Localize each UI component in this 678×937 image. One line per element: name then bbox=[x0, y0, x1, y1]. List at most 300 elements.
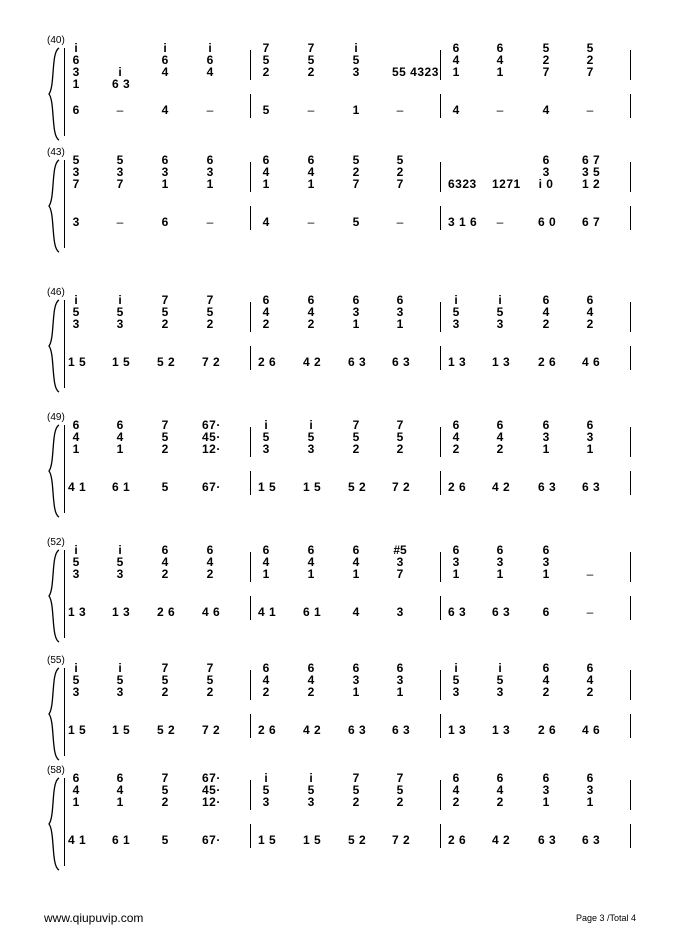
treble-note: 3 bbox=[206, 165, 214, 179]
barline-lower bbox=[250, 94, 251, 118]
treble-note: 6 bbox=[262, 293, 270, 307]
treble-note: 1 bbox=[161, 177, 169, 191]
treble-note: 3 bbox=[262, 442, 270, 456]
treble-note: 3 bbox=[586, 783, 594, 797]
bass-note: 4 bbox=[262, 215, 270, 229]
treble-note: 6 bbox=[542, 293, 550, 307]
treble-note: 5 bbox=[116, 305, 124, 319]
bass-note: 1 3 bbox=[448, 723, 467, 737]
treble-note: 5 bbox=[307, 783, 315, 797]
treble-note: 7 bbox=[542, 65, 550, 79]
treble-note: 5 bbox=[452, 673, 460, 687]
barline-lower bbox=[630, 824, 631, 848]
barline-lower bbox=[250, 206, 251, 230]
treble-note: 5 bbox=[496, 673, 504, 687]
treble-note: 6 bbox=[72, 771, 80, 785]
treble-note: 2 bbox=[586, 685, 594, 699]
treble-note: 1271 bbox=[492, 177, 521, 191]
barline-lower bbox=[630, 714, 631, 738]
bass-note: 1 5 bbox=[112, 723, 131, 737]
treble-note: 2 bbox=[161, 567, 169, 581]
treble-note: 7 bbox=[586, 65, 594, 79]
site-url: www.qiupuvip.com bbox=[44, 911, 144, 925]
bass-note: 6 3 bbox=[582, 480, 601, 494]
treble-note: 4 bbox=[206, 555, 214, 569]
barline-upper bbox=[630, 427, 631, 457]
treble-note: 1 bbox=[262, 177, 270, 191]
measure-number: (52) bbox=[47, 537, 65, 548]
bass-note: 1 5 bbox=[68, 723, 87, 737]
bass-note: 1 5 bbox=[68, 355, 87, 369]
bass-note: 1 5 bbox=[112, 355, 131, 369]
treble-note: 1 bbox=[352, 567, 360, 581]
treble-note: 6 bbox=[542, 418, 550, 432]
treble-note: 1 bbox=[496, 65, 504, 79]
bass-note: 6 3 bbox=[392, 723, 411, 737]
barline-upper bbox=[440, 302, 441, 332]
treble-note: 4 bbox=[72, 430, 80, 444]
treble-note: 7 bbox=[396, 177, 404, 191]
treble-note: 3 bbox=[452, 685, 460, 699]
bass-note: 1 5 bbox=[258, 833, 277, 847]
treble-note: 4 bbox=[586, 305, 594, 319]
bass-note: 6 3 bbox=[492, 605, 511, 619]
barline-lower bbox=[630, 596, 631, 620]
barline-lower bbox=[250, 471, 251, 495]
treble-note: 7 bbox=[72, 177, 80, 191]
treble-note: 5 bbox=[396, 153, 404, 167]
bass-note: – bbox=[206, 215, 214, 229]
treble-note: 5 bbox=[352, 783, 360, 797]
bass-note: 6 bbox=[72, 103, 80, 117]
measure-number: (46) bbox=[47, 287, 65, 298]
bass-note: 4 2 bbox=[303, 355, 322, 369]
treble-note: 4 bbox=[452, 430, 460, 444]
treble-note: 4 bbox=[262, 673, 270, 687]
treble-note: 1 bbox=[116, 795, 124, 809]
grand-staff-brace bbox=[47, 298, 61, 394]
measure-number: (49) bbox=[47, 412, 65, 423]
barline-lower bbox=[440, 471, 441, 495]
barline-upper bbox=[250, 780, 251, 810]
treble-note: 6 bbox=[262, 153, 270, 167]
bass-note: 6 0 bbox=[538, 215, 557, 229]
bass-note: – bbox=[586, 605, 594, 619]
bass-note: 6 bbox=[161, 215, 169, 229]
bass-note: 7 2 bbox=[392, 480, 411, 494]
treble-note: 3 bbox=[72, 165, 80, 179]
treble-note: 7 bbox=[161, 418, 169, 432]
treble-note: 4 bbox=[307, 555, 315, 569]
treble-note: 5 bbox=[161, 783, 169, 797]
treble-note: 5 bbox=[307, 53, 315, 67]
treble-note: 2 bbox=[161, 442, 169, 456]
treble-note: 2 bbox=[262, 317, 270, 331]
treble-note: 6323 bbox=[448, 177, 477, 191]
treble-note: 6 bbox=[496, 418, 504, 432]
treble-note: 67· bbox=[202, 771, 221, 785]
treble-note: 2 bbox=[307, 65, 315, 79]
treble-note: i bbox=[74, 661, 78, 675]
measure-number: (40) bbox=[47, 35, 65, 46]
bass-note: 6 1 bbox=[303, 605, 322, 619]
treble-note: i bbox=[309, 771, 313, 785]
grand-staff-brace bbox=[47, 548, 61, 644]
treble-note: 4 bbox=[307, 673, 315, 687]
grand-staff-brace bbox=[47, 666, 61, 762]
bass-note: 4 6 bbox=[202, 605, 221, 619]
system-barline-left bbox=[64, 300, 65, 388]
measure-number: (43) bbox=[47, 147, 65, 158]
treble-note: 3 bbox=[542, 430, 550, 444]
system-barline-left bbox=[64, 550, 65, 638]
barline-upper bbox=[630, 50, 631, 80]
barline-upper bbox=[630, 552, 631, 582]
treble-note: 4 bbox=[116, 430, 124, 444]
bass-note: 1 3 bbox=[448, 355, 467, 369]
bass-note: 5 2 bbox=[157, 723, 176, 737]
treble-note: 3 bbox=[116, 165, 124, 179]
bass-note: – bbox=[206, 103, 214, 117]
bass-note: 67· bbox=[202, 833, 221, 847]
treble-note: 5 bbox=[206, 305, 214, 319]
bass-note: 5 bbox=[161, 833, 169, 847]
treble-note: 2 bbox=[206, 567, 214, 581]
bass-note: 3 bbox=[396, 605, 404, 619]
treble-note: 6 bbox=[262, 661, 270, 675]
page-indicator: Page 3 /Total 4 bbox=[575, 913, 636, 923]
treble-note: 2 bbox=[307, 317, 315, 331]
treble-note: i 0 bbox=[538, 177, 554, 191]
treble-note: 6 bbox=[586, 418, 594, 432]
treble-note: 6 bbox=[206, 543, 214, 557]
treble-note: 3 bbox=[496, 555, 504, 569]
treble-note: i bbox=[354, 41, 358, 55]
bass-note: 4 2 bbox=[492, 480, 511, 494]
treble-note: 2 bbox=[307, 685, 315, 699]
treble-note: 3 bbox=[307, 442, 315, 456]
bass-note: 6 3 bbox=[448, 605, 467, 619]
system-barline-left bbox=[64, 778, 65, 866]
barline-upper bbox=[440, 780, 441, 810]
treble-note: 7 bbox=[116, 177, 124, 191]
treble-note: 4 bbox=[452, 783, 460, 797]
bass-note: 2 6 bbox=[448, 480, 467, 494]
treble-note: 7 bbox=[352, 177, 360, 191]
grand-staff-brace bbox=[47, 158, 61, 254]
barline-lower bbox=[630, 471, 631, 495]
treble-note: 7 bbox=[161, 293, 169, 307]
treble-note: 2 bbox=[452, 442, 460, 456]
treble-note: 1 bbox=[72, 77, 80, 91]
treble-note: 2 bbox=[352, 165, 360, 179]
treble-note: 5 bbox=[352, 153, 360, 167]
treble-note: 7 bbox=[396, 567, 404, 581]
treble-note: 5 bbox=[262, 430, 270, 444]
treble-note: 12· bbox=[202, 795, 221, 809]
bass-note: 1 3 bbox=[68, 605, 87, 619]
treble-note: i bbox=[498, 661, 502, 675]
treble-note: 6 bbox=[452, 771, 460, 785]
treble-note: 5 bbox=[116, 555, 124, 569]
treble-note: i bbox=[163, 41, 167, 55]
treble-note: 3 bbox=[262, 795, 270, 809]
treble-note: 1 bbox=[496, 567, 504, 581]
treble-note: 5 bbox=[452, 305, 460, 319]
treble-note: 3 bbox=[352, 673, 360, 687]
bass-note: 7 2 bbox=[202, 355, 221, 369]
bass-note: 6 1 bbox=[112, 833, 131, 847]
barline-upper bbox=[440, 162, 441, 192]
treble-note: 1 bbox=[542, 442, 550, 456]
barline-upper bbox=[630, 780, 631, 810]
bass-note: 6 7 bbox=[582, 215, 601, 229]
bass-note: 4 1 bbox=[68, 480, 87, 494]
bass-note: 7 2 bbox=[392, 833, 411, 847]
treble-note: 1 bbox=[396, 317, 404, 331]
system-barline-left bbox=[64, 425, 65, 513]
barline-lower bbox=[440, 824, 441, 848]
bass-note: 5 bbox=[352, 215, 360, 229]
treble-note: 6 7 bbox=[582, 153, 601, 167]
treble-note: 5 bbox=[586, 41, 594, 55]
barline-lower bbox=[630, 94, 631, 118]
treble-note: 3 bbox=[307, 795, 315, 809]
treble-note: 6 bbox=[496, 41, 504, 55]
bass-note: 2 6 bbox=[448, 833, 467, 847]
treble-note: 6 bbox=[116, 418, 124, 432]
treble-note: 3 bbox=[496, 685, 504, 699]
treble-note: 1 bbox=[352, 685, 360, 699]
treble-note: 6 bbox=[307, 293, 315, 307]
treble-note: 1 bbox=[352, 317, 360, 331]
treble-note: 2 bbox=[396, 442, 404, 456]
bass-note: 1 bbox=[352, 103, 360, 117]
treble-note: 1 bbox=[72, 442, 80, 456]
treble-note: i bbox=[208, 41, 212, 55]
bass-note: 4 1 bbox=[68, 833, 87, 847]
treble-note: 3 bbox=[352, 65, 360, 79]
barline-upper bbox=[440, 50, 441, 80]
barline-upper bbox=[630, 302, 631, 332]
treble-note: 5 bbox=[161, 305, 169, 319]
treble-note: 4 bbox=[262, 165, 270, 179]
bass-note: 1 5 bbox=[303, 833, 322, 847]
bass-note: – bbox=[396, 103, 404, 117]
treble-note: 2 bbox=[452, 795, 460, 809]
treble-note: 2 bbox=[542, 53, 550, 67]
barline-lower bbox=[440, 94, 441, 118]
treble-note: 5 bbox=[72, 555, 80, 569]
bass-note: 1 3 bbox=[112, 605, 131, 619]
treble-note: 1 bbox=[307, 567, 315, 581]
treble-note: 5 bbox=[206, 673, 214, 687]
treble-note: i bbox=[498, 293, 502, 307]
treble-note: 3 bbox=[452, 317, 460, 331]
grand-staff-brace bbox=[47, 776, 61, 872]
bass-note: 6 3 bbox=[538, 480, 557, 494]
treble-note: 6 bbox=[586, 771, 594, 785]
treble-note: 5 bbox=[396, 430, 404, 444]
measure-number: (55) bbox=[47, 655, 65, 666]
treble-note: 5 bbox=[396, 783, 404, 797]
treble-note: 3 bbox=[72, 685, 80, 699]
treble-note: 2 bbox=[206, 685, 214, 699]
treble-note: 6 bbox=[307, 543, 315, 557]
treble-note: 7 bbox=[206, 661, 214, 675]
treble-note: 67· bbox=[202, 418, 221, 432]
barline-lower bbox=[630, 206, 631, 230]
treble-note: 2 bbox=[206, 317, 214, 331]
treble-note: i bbox=[309, 418, 313, 432]
system-barline-left bbox=[64, 668, 65, 756]
treble-note: 6 bbox=[161, 53, 169, 67]
treble-note: 5 bbox=[161, 430, 169, 444]
bass-note: 1 3 bbox=[492, 355, 511, 369]
bass-note: 4 bbox=[352, 605, 360, 619]
treble-note: 6 bbox=[352, 543, 360, 557]
bass-note: 2 6 bbox=[157, 605, 176, 619]
treble-note: 45· bbox=[202, 430, 221, 444]
treble-note: 3 bbox=[542, 165, 550, 179]
bass-note: 2 6 bbox=[258, 355, 277, 369]
barline-lower bbox=[250, 824, 251, 848]
bass-note: 1 3 bbox=[492, 723, 511, 737]
bass-note: 3 bbox=[72, 215, 80, 229]
treble-note: 3 bbox=[396, 305, 404, 319]
grand-staff-brace bbox=[47, 423, 61, 519]
treble-note: 4 bbox=[72, 783, 80, 797]
treble-note: 3 bbox=[72, 317, 80, 331]
grand-staff-brace bbox=[47, 46, 61, 142]
bass-note: 7 2 bbox=[202, 723, 221, 737]
treble-note: 1 bbox=[586, 442, 594, 456]
treble-note: 3 5 bbox=[582, 165, 601, 179]
bass-note: 4 2 bbox=[303, 723, 322, 737]
treble-note: i bbox=[74, 41, 78, 55]
bass-note: 2 6 bbox=[538, 355, 557, 369]
treble-note: 1 bbox=[307, 177, 315, 191]
treble-note: 6 bbox=[496, 543, 504, 557]
treble-note: 6 bbox=[542, 771, 550, 785]
treble-note: 2 bbox=[542, 317, 550, 331]
bass-note: 4 bbox=[161, 103, 169, 117]
bass-note: – bbox=[496, 215, 504, 229]
bass-note: – bbox=[116, 215, 124, 229]
treble-note: 5 bbox=[496, 305, 504, 319]
barline-upper bbox=[440, 670, 441, 700]
bass-note: 3 1 6 bbox=[448, 215, 478, 229]
treble-note: 6 bbox=[542, 543, 550, 557]
treble-note: 4 bbox=[262, 305, 270, 319]
treble-note: 6 3 bbox=[112, 77, 131, 91]
treble-note: 7 bbox=[352, 771, 360, 785]
treble-note: 1 bbox=[542, 567, 550, 581]
treble-note: 2 bbox=[396, 795, 404, 809]
barline-upper bbox=[630, 670, 631, 700]
barline-lower bbox=[250, 346, 251, 370]
system-barline-left bbox=[64, 48, 65, 136]
treble-note: 7 bbox=[262, 41, 270, 55]
treble-note: 3 bbox=[586, 430, 594, 444]
treble-note: 12· bbox=[202, 442, 221, 456]
barline-upper bbox=[440, 427, 441, 457]
bass-note: – bbox=[586, 103, 594, 117]
treble-note: 4 bbox=[496, 430, 504, 444]
treble-note: 2 bbox=[262, 65, 270, 79]
bass-note: 5 bbox=[262, 103, 270, 117]
treble-note: 4 bbox=[496, 53, 504, 67]
treble-note: 4 bbox=[307, 305, 315, 319]
barline-upper bbox=[440, 552, 441, 582]
treble-note: 2 bbox=[542, 685, 550, 699]
treble-note: 4 bbox=[452, 53, 460, 67]
treble-note: 1 bbox=[452, 65, 460, 79]
treble-note: 4 bbox=[116, 783, 124, 797]
treble-note: 6 bbox=[116, 771, 124, 785]
barline-lower bbox=[250, 596, 251, 620]
treble-note: 3 bbox=[542, 555, 550, 569]
treble-note: 1 2 bbox=[582, 177, 601, 191]
system-barline-left bbox=[64, 160, 65, 248]
treble-note: i bbox=[264, 418, 268, 432]
bass-note: 6 3 bbox=[348, 723, 367, 737]
treble-note: i bbox=[118, 65, 122, 79]
treble-note: 4 bbox=[352, 555, 360, 569]
treble-note: 4 bbox=[586, 673, 594, 687]
bass-note: – bbox=[116, 103, 124, 117]
treble-note: 6 bbox=[352, 293, 360, 307]
barline-upper bbox=[250, 427, 251, 457]
treble-note: 3 bbox=[396, 673, 404, 687]
bass-note: 4 bbox=[452, 103, 460, 117]
treble-note: 6 bbox=[161, 543, 169, 557]
treble-note: 6 bbox=[352, 661, 360, 675]
treble-note: 5 bbox=[262, 783, 270, 797]
treble-note: 5 bbox=[307, 430, 315, 444]
bass-note: – bbox=[307, 103, 315, 117]
treble-note: 3 bbox=[116, 317, 124, 331]
bass-note: – bbox=[307, 215, 315, 229]
barline-upper bbox=[250, 162, 251, 192]
treble-note: 7 bbox=[396, 418, 404, 432]
treble-note: 5 bbox=[72, 673, 80, 687]
bass-note: 2 6 bbox=[258, 723, 277, 737]
treble-note: i bbox=[454, 661, 458, 675]
treble-note: 1 bbox=[586, 795, 594, 809]
treble-note: 3 bbox=[452, 555, 460, 569]
treble-note: 6 bbox=[452, 418, 460, 432]
bass-note: 4 bbox=[542, 103, 550, 117]
treble-note: 6 bbox=[452, 41, 460, 55]
treble-note: 4 bbox=[542, 305, 550, 319]
treble-note: 3 bbox=[72, 65, 80, 79]
treble-note: 5 bbox=[161, 673, 169, 687]
treble-note: 5 bbox=[262, 53, 270, 67]
treble-note: 2 bbox=[396, 165, 404, 179]
treble-note: 6 bbox=[542, 153, 550, 167]
treble-note: 6 bbox=[396, 293, 404, 307]
measure-number: (58) bbox=[47, 765, 65, 776]
treble-note: 2 bbox=[161, 795, 169, 809]
barline-lower bbox=[630, 346, 631, 370]
bass-note: 5 2 bbox=[157, 355, 176, 369]
treble-note: 5 bbox=[116, 153, 124, 167]
treble-note: 1 bbox=[452, 567, 460, 581]
treble-note: 4 bbox=[161, 65, 169, 79]
treble-note: 6 bbox=[396, 661, 404, 675]
treble-note: 1 bbox=[206, 177, 214, 191]
